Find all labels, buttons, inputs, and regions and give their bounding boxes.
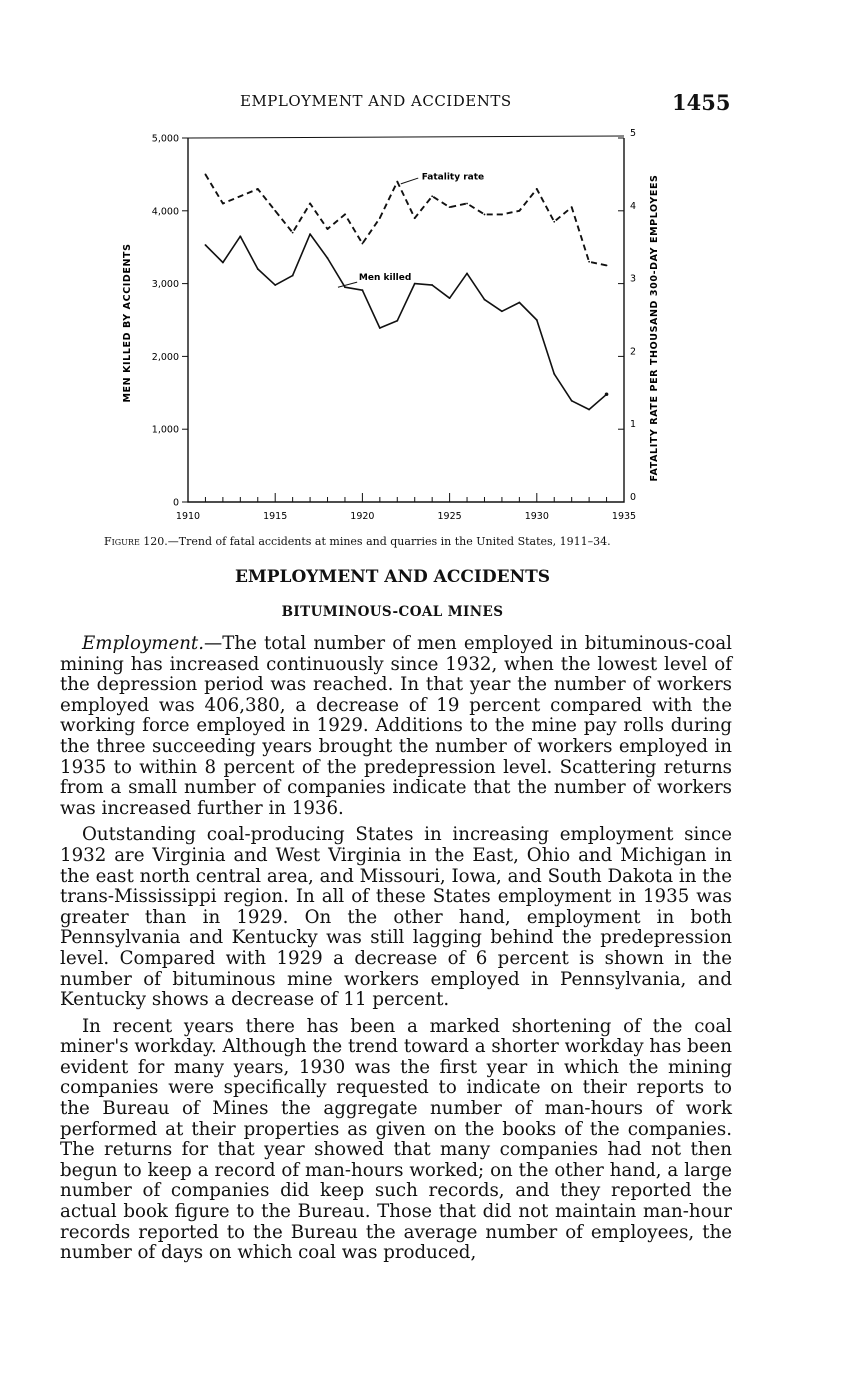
paragraph-workday — [60, 1017, 732, 1264]
fatality-rate-point — [274, 210, 276, 212]
paragraph-lead: Employment. — [82, 633, 205, 654]
fatality-rate-point — [588, 261, 590, 263]
fatality-rate-point — [239, 195, 241, 197]
men-killed-point — [239, 235, 241, 237]
annotation-fatality-rate: Fatality rate — [421, 172, 485, 183]
y-left-axis-label: MEN KILLED BY ACCIDENTS — [122, 243, 133, 403]
chart-labels — [122, 172, 660, 481]
x-tick-label: 1935 — [611, 511, 637, 522]
men-killed-point — [309, 233, 311, 235]
men-killed-point — [553, 373, 555, 375]
fatality-rate-point — [309, 203, 311, 205]
fatality-rate-point — [553, 221, 555, 223]
men-killed-point — [396, 320, 398, 322]
men-killed-point — [536, 319, 538, 321]
page-header — [0, 90, 865, 116]
men-killed-point — [466, 273, 468, 275]
fatality-rate-point — [205, 174, 207, 176]
page-number: 1455 — [672, 90, 731, 115]
chart-axes — [188, 136, 624, 502]
fatality-rate-point — [257, 188, 259, 190]
men-killed-point — [484, 299, 486, 301]
men-killed-point — [588, 409, 590, 411]
y-left-tick-label: 4,000 — [151, 206, 179, 218]
men-killed-point — [292, 275, 294, 277]
fatality-rate-point — [222, 203, 224, 205]
subsection-heading: BITUMINOUS-COAL MINES — [281, 604, 504, 620]
fatality-rate-point — [571, 206, 573, 208]
body-text — [60, 634, 732, 1270]
fatality-rate-point — [379, 217, 381, 219]
paragraph-text: Outstanding coal-producing States in increasing employment since 1932 are Virginia and West Virginia in the East, Ohio and Michigan in the east north central area, and Missouri, Iowa, and South Dakota in the trans-Mississippi region. In all of these States employment in 1935 was greater than in 1929. On the other hand, employment in both Pennsylvania and Kentucky was still lagging behind the predepression level. Compared with 1929 a decrease of 6 percent is shown in the number of bituminous mine workers employed in Pennsylvania, and Kentucky shows a decrease of 11 percent. — [60, 824, 732, 1011]
fatality-rate-point — [518, 210, 520, 212]
fatality-rate-point — [292, 232, 294, 234]
plot-frame — [188, 138, 624, 502]
y-right-tick-label: 3 — [630, 273, 637, 285]
fatality-rate-point — [466, 203, 468, 205]
fatality-rate-point — [501, 214, 503, 216]
section-heading: EMPLOYMENT AND ACCIDENTS — [234, 567, 551, 587]
annotation-men-killed-pointer — [338, 282, 357, 287]
paragraph-text: —The total number of men employed in bituminous-coal mining has increased continuously since 1932, when the lowest level of the depression period was reached. In that year the number of workers employed was 406,380, a decrease of 19 percent compared with the working force employed in 1929. Additions to the mine pay rolls during the three succeeding years brought the number of workers employed in 1935 to within 8 percent of the predepression level. Scattering returns from a small number of companies indicate that the number of workers was increased further in 1936. — [60, 633, 732, 819]
men-killed-point — [222, 262, 224, 264]
y-right-tick-label: 4 — [630, 200, 637, 212]
y-left-tick-label: 3,000 — [151, 279, 179, 291]
men-killed-point — [379, 327, 381, 329]
y-right-tick-label: 2 — [630, 346, 637, 358]
fatality-rate-point — [414, 217, 416, 219]
y-left-tick-label: 0 — [172, 497, 179, 509]
chart-series — [205, 174, 609, 411]
paragraph-text: In recent years there has been a marked shortening of the coal miner's workday. Although the trend toward a shorter workday has been evident for many years, 1930 was the first year in which the mining companies were specifically requested to indicate on their reports to the Bureau of Mines the aggregate number of man-hours of work performed at their properties as given on the books of the companies. The returns for that year showed that many companies had not then begun to keep a record of man-hours worked; on the other hand, a large number of companies did keep such records, and they reported the actual book figure to the Bureau. Those that did not maintain man-hour records reported to the Bureau the average number of employees, the number of days on which coal was produced, — [60, 1015, 732, 1264]
men-killed-point — [274, 284, 276, 286]
y-right-tick-label: 0 — [630, 492, 637, 503]
fatality-rate-point — [362, 243, 364, 245]
fatality-rate-line — [205, 174, 606, 265]
y-left-tick-label: 2,000 — [151, 351, 179, 363]
fatality-rate-point — [431, 195, 433, 197]
fatality-rate-point — [449, 206, 451, 208]
men-killed-point — [327, 257, 329, 259]
y-right-tick-label: 1 — [630, 419, 637, 431]
fatality-rate-point — [344, 214, 346, 216]
fatality-rate-point — [484, 214, 486, 216]
figure-caption-label: Figure 120. — [104, 535, 168, 548]
fatality-rate-point — [327, 228, 329, 230]
annotation-fatality-rate-pointer — [401, 178, 418, 184]
plot-top-border — [188, 136, 624, 138]
annotation-men-killed: Men killed — [358, 272, 412, 283]
fatality-rate-point — [606, 265, 608, 267]
men-killed-point — [362, 289, 364, 291]
men-killed-point — [205, 244, 207, 246]
y-left-tick-label: 5,000 — [151, 133, 179, 145]
y-right-tick-label: 5 — [630, 128, 637, 139]
fatality-rate-point — [396, 181, 398, 183]
men-killed-point — [571, 400, 573, 402]
x-tick-label: 1925 — [437, 511, 462, 522]
fatal-accidents-chart — [110, 128, 670, 523]
x-tick-label: 1910 — [175, 511, 201, 522]
paragraph-states — [60, 825, 732, 1010]
x-tick-label: 1920 — [350, 511, 375, 522]
men-killed-point — [344, 286, 346, 288]
men-killed-point — [501, 310, 503, 312]
men-killed-point — [518, 302, 520, 304]
figure-caption — [104, 535, 744, 548]
x-tick-label: 1930 — [524, 511, 549, 522]
men-killed-line — [205, 234, 606, 409]
men-killed-end-marker — [605, 392, 609, 396]
men-killed-point — [257, 268, 259, 270]
y-left-tick-label: 1,000 — [151, 424, 179, 436]
paragraph-employment — [60, 634, 732, 819]
y-right-axis-label: FATALITY RATE PER THOUSAND 300-DAY EMPLOYEES — [649, 174, 660, 482]
running-title: EMPLOYMENT AND ACCIDENTS — [240, 92, 512, 110]
x-tick-label: 1915 — [263, 511, 288, 522]
fatality-rate-point — [536, 188, 538, 190]
figure-caption-text: —Trend of fatal accidents at mines and quarries in the United States, 1911–34. — [167, 535, 611, 548]
men-killed-point — [431, 284, 433, 286]
men-killed-point — [414, 283, 416, 285]
men-killed-point — [449, 297, 451, 299]
